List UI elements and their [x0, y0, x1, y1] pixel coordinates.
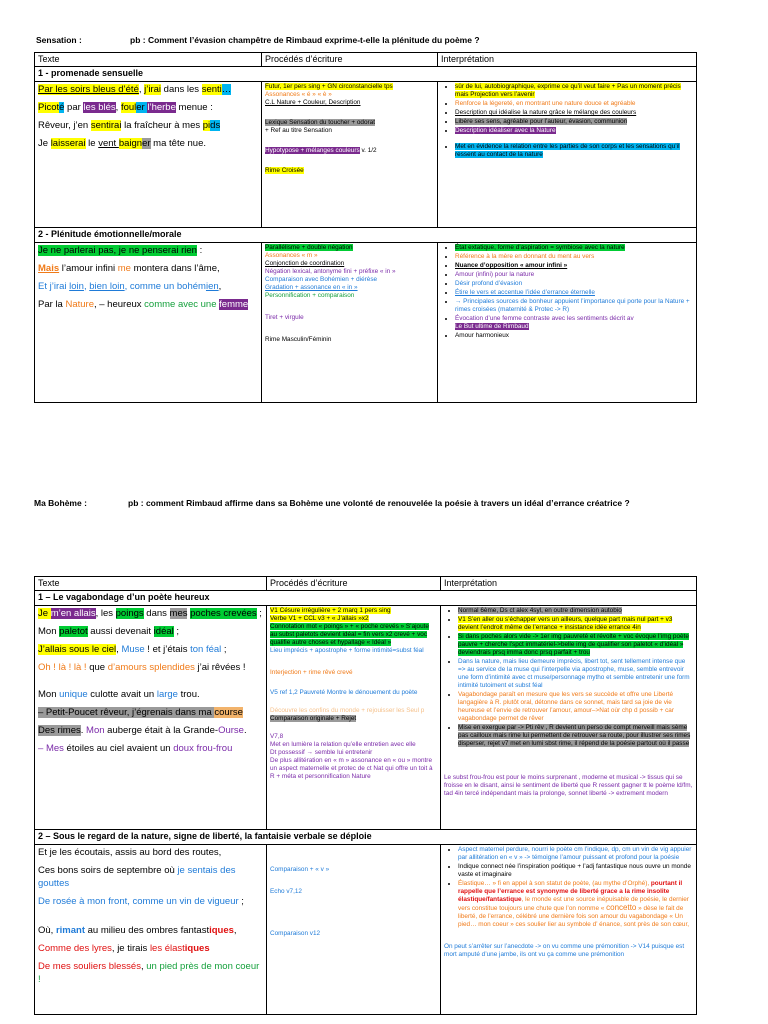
- poem-line: De rosée à mon front, comme un vin de vigueur ;: [38, 896, 244, 907]
- proc-item: De plus allitération en « m » assonance en « ou » montre un aspect maternelle et protec de ct Nat qui offre un toit à R + méta et personnification Nature: [270, 757, 433, 780]
- doc1-section1-proc: [262, 82, 438, 228]
- proc-item: Comparaison v12: [270, 930, 321, 937]
- proc-item: Connotation mot « poings » + « poche crevés » S’ajoute au subst paletots devient idéal = fin vers x2 crevé + voc qualifie autre choses et hypallage « Idéal »: [270, 623, 429, 646]
- proc-item: Parallélisme + double négation: [265, 244, 353, 251]
- interp-item: Le But ultime de Rimbaud: [455, 323, 529, 330]
- doc2-header-proc: Procédés d’écriture: [267, 577, 441, 591]
- poem-line: Et je les écoutais, assis au bord des routes,: [38, 847, 222, 858]
- poem-line: – Petit-Poucet rêveur, j’égrenais dans ma course: [38, 707, 243, 718]
- interp-item: Met en évidence la relation entre les parties de son corps et les sensations qu’il ressent au contact de la nature: [455, 143, 680, 158]
- proc-item: Gradation + assonance en « in »: [265, 284, 358, 291]
- interp-item: Renforce la légereté, en montrant une nature douce et agréable: [455, 100, 636, 107]
- proc-item: Négation lexical, antonyme fini + préfixe « in »: [265, 268, 396, 275]
- doc2-section2-interp: [441, 845, 697, 1015]
- poem-line: Ces bons soirs de septembre où je sentais des gouttes: [38, 865, 236, 889]
- poem-line: De mes souliers blessés, un pied près de mon coeur !: [38, 961, 260, 985]
- poem-line: Mais l’amour infini me montera dans l’âme,: [38, 263, 220, 274]
- poem-line: Par les soirs bleus d’été, j’irai dans les senti…: [38, 84, 232, 95]
- proc-item: Assonances « m »: [265, 252, 318, 259]
- doc1-section1-title: 1 - promenade sensuelle: [35, 67, 697, 82]
- proc-item: V7,8: [270, 733, 284, 740]
- poem-line: J’allais sous le ciel, Muse ! et j’étais ton féal ;: [38, 644, 227, 655]
- doc2-title: Ma Bohème :: [34, 498, 87, 508]
- interp-item: Indique connect née l’inspiration poétique + l’adj fantastique nous ouvre un monde vaste et imaginaire: [458, 863, 691, 878]
- interp-item: Amour (infini) pour la nature: [455, 271, 535, 278]
- doc2-section2-poem: [35, 845, 267, 1015]
- interp-item: Étire le vers et accentue l’idée d’errance éternelle: [455, 289, 595, 296]
- interp-item: Normal 6ème, Ds ct alex 4syl, en outre dimension autobio: [458, 607, 622, 614]
- doc2-section1-proc: [267, 606, 441, 830]
- doc1-section2-interp: [438, 243, 697, 403]
- poem-line: Et j’irai loin, bien loin, comme un bohémien,: [38, 281, 222, 292]
- interp-item: Élastique… » fi en appel à son statut de poète, (au mythe d’Orphé),: [458, 880, 651, 887]
- proc-item: + Ref au titre Sensation: [265, 127, 332, 134]
- interp-paragraph: On peut s’arrêter sur l’anecdote -> on vu comme une prémonition -> V14 puisque est mort amputé d’une jambe, ils ont vu ça comme une prémonition: [444, 943, 685, 958]
- proc-item: Lexique Sensation du toucher + odorat: [265, 119, 375, 126]
- interp-item: État extatique, forme d’aspiration = symbiose avec la nature: [455, 244, 625, 251]
- doc1-header-text: Texte: [35, 53, 262, 67]
- proc-item: Rime Croisée: [265, 167, 304, 174]
- interp-item: Description qui idéalise la nature grâce le mélange des couleurs: [455, 109, 637, 116]
- proc-item: Comparaison + « v »: [270, 866, 330, 873]
- interp-item: » dèse le fait de liberté, de l’errance, célébré une dernière fois son amour du vagabondage « Un pied… mon coeur » ces soulier lier au symbole d’ énance, sont près de son cœur,: [458, 905, 690, 928]
- proc-item: C.L Nature + Couleur, Description: [265, 99, 361, 106]
- doc1-section2-proc: [262, 243, 438, 403]
- doc2-table: [34, 576, 697, 1015]
- proc-item: Hypotypose + mélanges couleurs: [265, 147, 360, 154]
- interp-item: V1 S’en aller ou s’échapper vers un ailleurs, quelque part mais nul part + v3 devient l’endroit même de l’errance + insistance idée errance 4in: [458, 616, 673, 631]
- proc-item: Met en lumière la relation qu’elle entretien avec elle: [270, 741, 416, 748]
- proc-item: V5 ref 1,2 Pauvreté Montre le dénouement du poète: [270, 689, 418, 696]
- interp-item: Si dans poches alors vide -> 1er img pauvreté et révolte + voc évoque l’img poète pauvre + cherche l’spct immatériel->belle img de qualifier son paletot « d’idéal » deviendrais prsq imma donc prsq parfait + trou: [458, 633, 689, 656]
- interp-item: → Principales sources de bonheur appuient l’importance qui porte pour la Nature + rimes croisées (maternité & Protec -> R): [455, 298, 690, 313]
- proc-item: Futur, 1er pers sing + GN circonstancielle tps: [265, 83, 393, 90]
- poem-line: Je m’en allais, les poings dans mes poches crevées ;: [38, 608, 262, 619]
- poem-line: Où, rimant au milieu des ombres fantastiques,: [38, 925, 237, 936]
- poem-line: Comme des lyres, je tirais les élastiques: [38, 943, 210, 954]
- interp-item: Libère ses sens, agréable pour l’auteur, évasion, communion: [455, 118, 628, 125]
- doc2-section1-interp: [441, 606, 697, 830]
- doc2-section2-proc: [267, 845, 441, 1015]
- poem-line: – Mes étoiles au ciel avaient un doux frou-frou: [38, 743, 233, 754]
- proc-item: Rime Masculin/Féminin: [265, 336, 332, 343]
- doc2-header-interp: Interprétation: [441, 577, 697, 591]
- proc-item: Echo v7,12: [270, 888, 302, 895]
- interp-item: Vagabondage paraît en mesure que les vers se succède et offre une Liberté langagière à R. plutôt oral, détonne dans ce sonnet, mais tard sa joie de vie heureuse et l’envie de retrouver l’amour, amour–>Nat oùr chp d possib + car vagabondage permet de rêver: [458, 691, 674, 722]
- doc1-header-interp: Interprétation: [438, 53, 697, 67]
- proc-item: Tiret + virgule: [265, 314, 304, 321]
- proc-item: Interjection + rime rêvé crevé: [270, 669, 353, 676]
- proc-item: Personnification + comparaison: [265, 292, 355, 299]
- poem-line: Des rimes. Mon auberge était à la Grande-Ourse.: [38, 725, 247, 736]
- interp-item: concetto: [606, 903, 637, 912]
- proc-item: Verbe V1 + CCL v3 + « J’allais »x2: [270, 615, 369, 622]
- interp-item: Dans la nature, mais lieu demeure imprécis, libert tot, sent tellement intense que => au service de la muse qui l’interpelle via apostrophe, muse, semble entrevoir une form d’intimité avec ct muse/personnage mytho et semble entretenir une form intimité tutoiment et subst féal: [458, 658, 690, 689]
- doc2-header-text: Texte: [35, 577, 267, 591]
- interp-item: Évocation d’une femme contraste avec les sentiments décrit av: [455, 315, 634, 322]
- interp-item: Amour harmonieux: [455, 332, 509, 339]
- proc-item: Comparaison avec Bohémien + diérèse: [265, 276, 378, 283]
- doc2-problem: pb : comment Rimbaud affirme dans sa Bohème une volonté de renouvelée la poésie à travers un idéal d’errance créatrice ?: [128, 498, 630, 508]
- interp-item: Description idéaliser avec la Nature: [455, 127, 556, 134]
- interp-item: Référence à la mère en donnant du ment au vers: [455, 253, 595, 260]
- interp-item: , le monde est une source inépuisable de poésie, le dernier vers constitue toujours une chute que l’on nomme «: [458, 896, 689, 912]
- interp-item: pourtant il rappelle que l’errance est synonyme de liberté grace a la rime insolite élastique/fantastique: [458, 880, 683, 903]
- doc1-header-proc: Procédés d’écriture: [262, 53, 438, 67]
- poem-line: Oh ! là ! là ! que d’amours splendides j’ai rêvées !: [38, 662, 246, 673]
- interp-item: Nuance d’opposition « amour infini »: [455, 262, 568, 269]
- poem-line: Je ne parlerai pas, je ne penserai rien :: [38, 245, 203, 256]
- doc1-section2-poem: [35, 243, 262, 403]
- doc1-section1-interp: [438, 82, 697, 228]
- poem-line: Mon unique culotte avait un large trou.: [38, 689, 200, 700]
- doc1-problem: pb : Comment l’évasion champêtre de Rimbaud exprime-t-elle la plénitude du poème ?: [130, 35, 480, 45]
- interp-item: Aspect maternel perdure, nourri le poète cm l’indique, dp, cm un vin de vig appuier par allitération en « v » -> témoigne l’amour puissant et profond pour la poésie: [458, 846, 692, 861]
- poem-line: Rêveur, j’en sentirai la fraîcheur à mes pids: [38, 120, 221, 131]
- interp-paragraph: Le subst frou-frou est pour le moins surprenant , moderne et musical -> tissus qui se froisse en le disant, ainsi le sentiment de liberté que R ressent gagner tt le poème ld/fm, tad 4in tercé indépendant mais la prolonge, sonnet liberté -> extrement modern: [444, 774, 693, 797]
- doc1-title: Sensation :: [36, 35, 82, 45]
- poem-line: Par la Nature, – heureux comme avec une femme: [38, 299, 249, 310]
- doc2-section1-title: 1 – Le vagabondage d’un poète heureux: [35, 591, 697, 606]
- doc1-section2-title: 2 - Plénitude émotionnelle/morale: [35, 228, 697, 243]
- proc-item: V1 Césure irrégulière + 2 marq 1 pers sing: [270, 607, 391, 614]
- proc-item: Assonances « é » « è »: [265, 91, 332, 98]
- proc-item: v. 1/2: [361, 147, 377, 154]
- poem-line: Mon paletot aussi devenait idéal ;: [38, 626, 180, 637]
- poem-line: Je laisserai le vent baigner ma tête nue.: [38, 138, 206, 149]
- interp-item: sûr de lui, autobiographique, exprime ce qu’il veut faire + Pas un moment précis mais Projection vers l’avenir: [455, 83, 681, 98]
- proc-item: Lieu imprécis + apostrophe + forme intimité=subst féal: [270, 647, 424, 654]
- proc-item: Comparaison originale + Rejet: [270, 715, 357, 722]
- interp-item: Désir profond d’évasion: [455, 280, 523, 287]
- doc1-section1-poem: [35, 82, 262, 228]
- proc-item: Dt possessif → semble lui entretenir: [270, 749, 373, 756]
- doc2-section1-poem: [35, 606, 267, 830]
- interp-item: Mise en exergue par -> Pti rêv , R devient un perso de compt merveill mais sème pas cailloux mais rime lui permettent de retrouver sa route, pour illustrer ses rimes disperser, rejet v7 met en lumi sbst rime, il répend de la poésie partout où il passe: [458, 724, 691, 747]
- proc-item: Découvre les confins du monde + rejouisser les Seul p: [270, 707, 425, 714]
- poem-line: Picoté par les blés, fouler l’herbe menue :: [38, 102, 213, 113]
- proc-item: Conjonction de coordination: [265, 260, 345, 267]
- doc2-section2-title: 2 – Sous le regard de la nature, signe de liberté, la fantaisie verbale se déploie: [35, 830, 697, 845]
- doc1-table: [34, 52, 697, 403]
